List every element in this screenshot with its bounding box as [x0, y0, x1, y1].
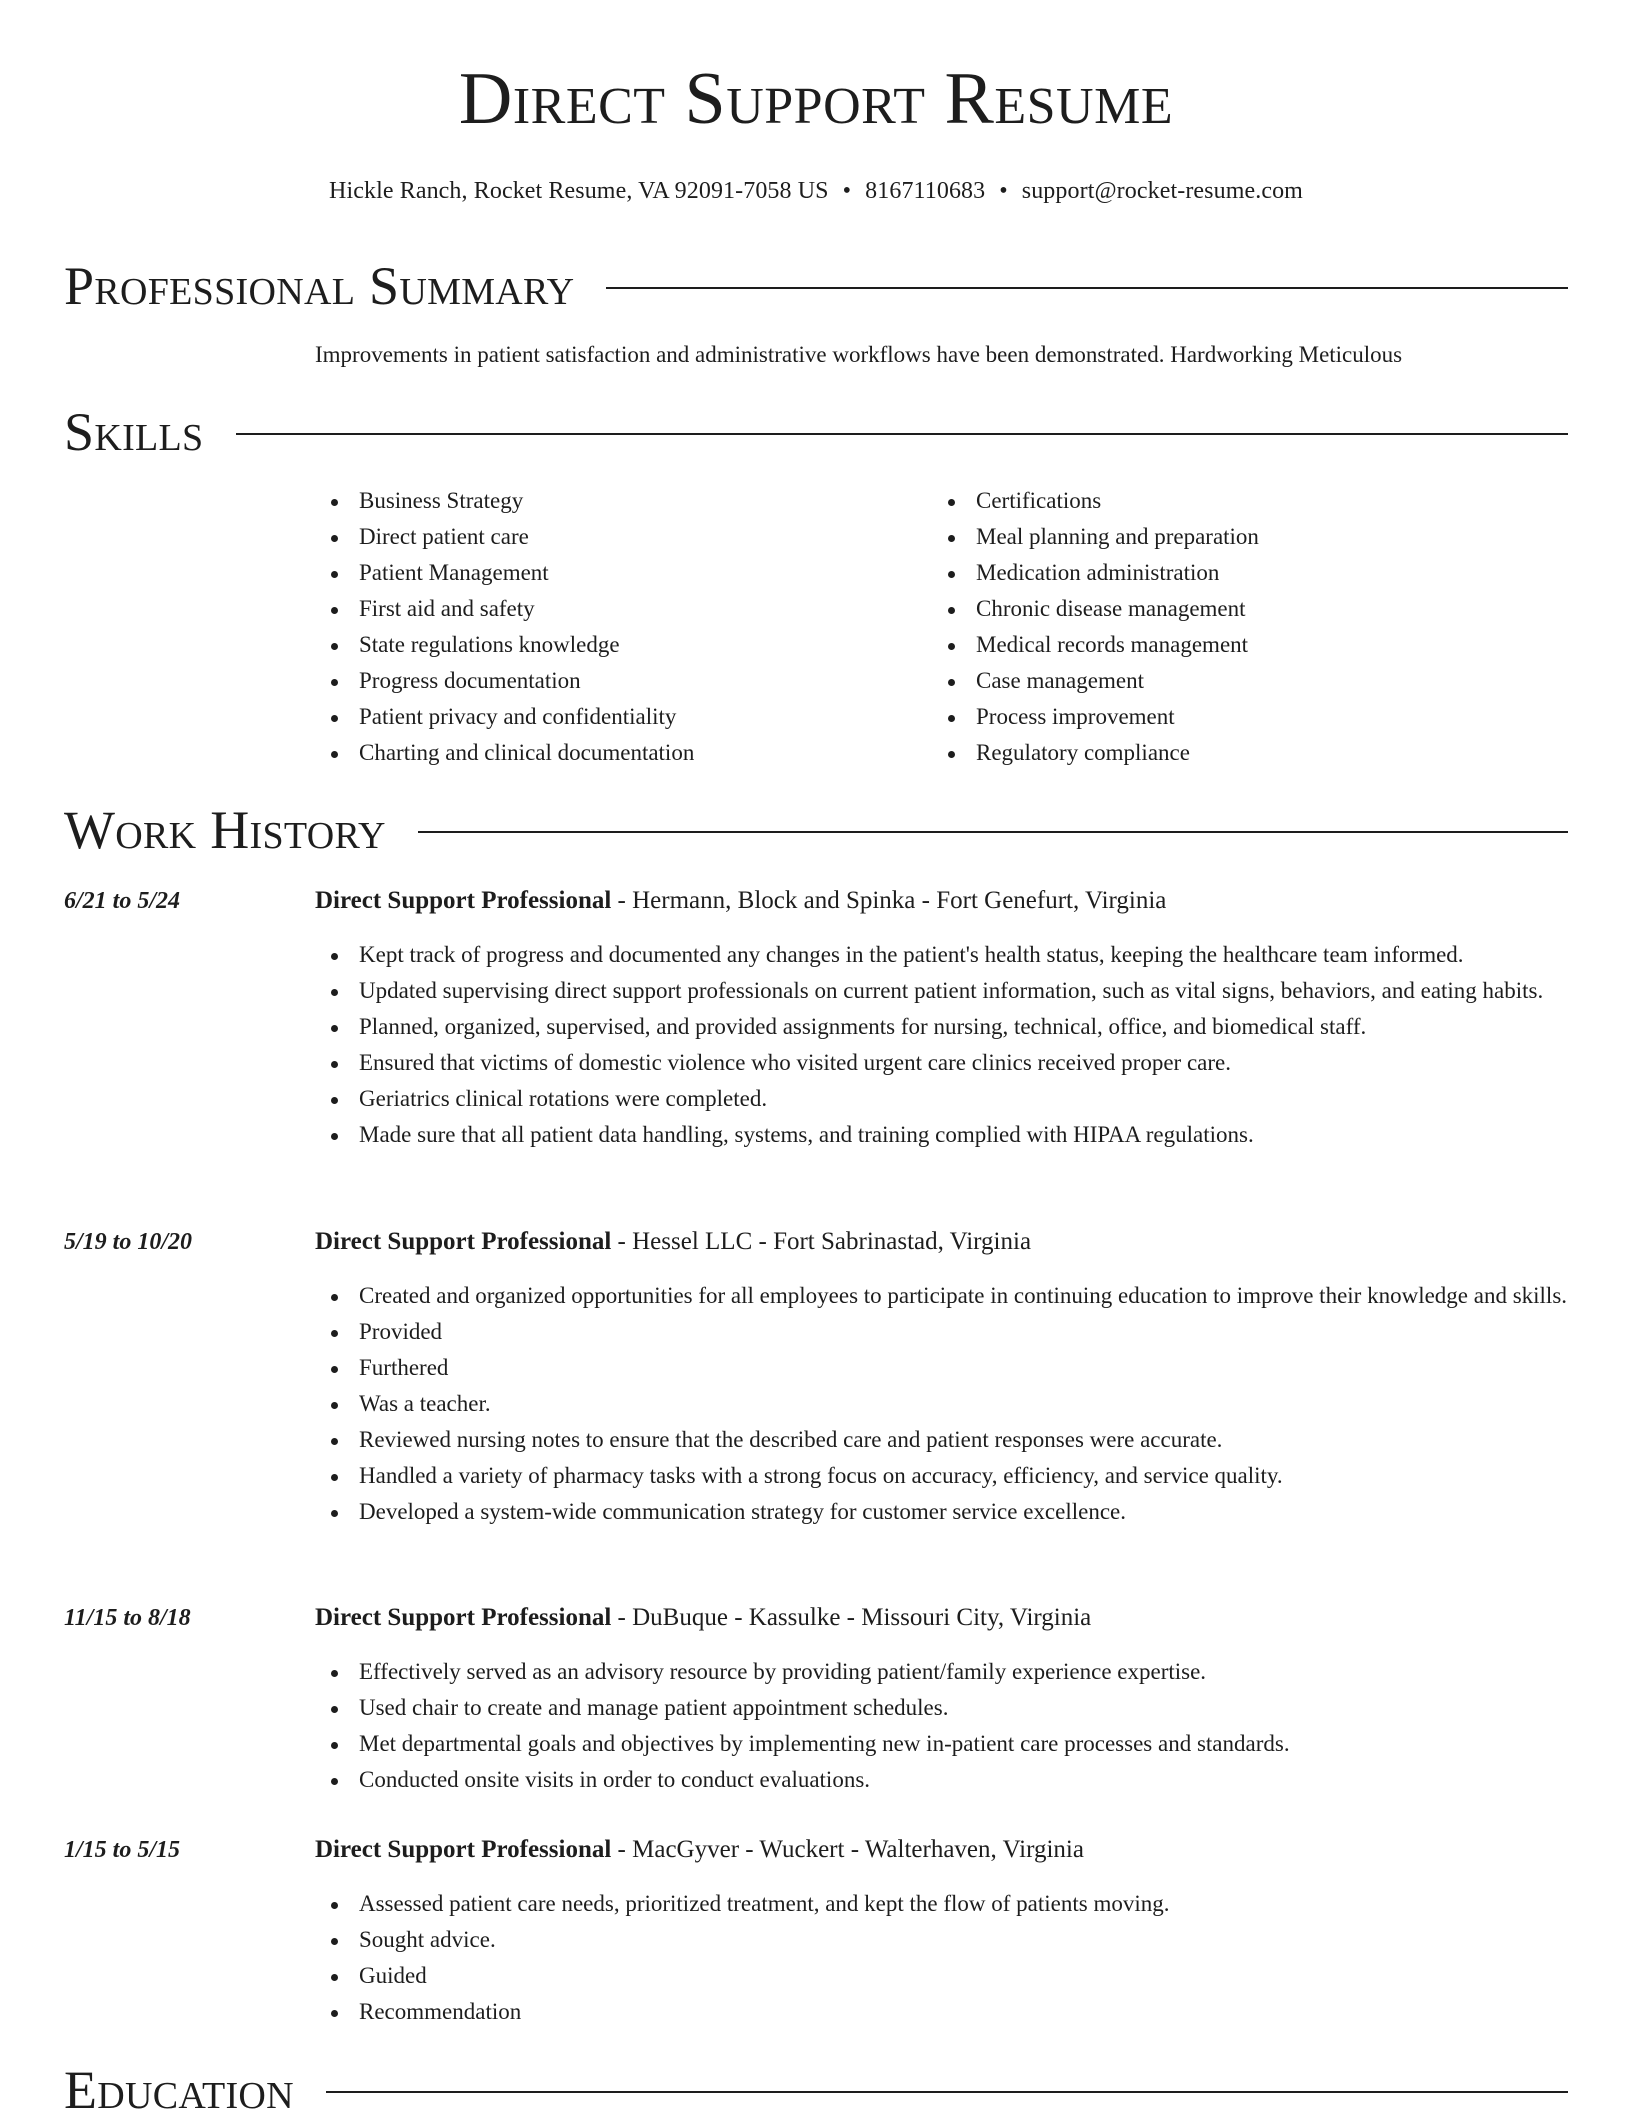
skill-item: Charting and clinical documentation	[315, 735, 875, 771]
job-bullet: Assessed patient care needs, prioritized treatment, and kept the flow of patients moving.	[315, 1886, 1568, 1922]
skill-item: Patient privacy and confidentiality	[315, 699, 875, 735]
job-dates: 1/15 to 5/15	[64, 1837, 181, 1863]
skill-item: Case management	[932, 663, 1552, 699]
job-bullet: Updated supervising direct support professionals on current patient information, such as vital signs, behaviors, and eating habits.	[315, 973, 1568, 1009]
skill-item: Meal planning and preparation	[932, 519, 1552, 555]
summary-text: Improvements in patient satisfaction and administrative workflows have been demonstrated. Hardworking Meticulous	[315, 342, 1403, 367]
job-bullet: Sought advice.	[315, 1922, 1568, 1958]
job-dates: 6/21 to 5/24	[64, 888, 181, 914]
section-divider	[236, 433, 1569, 435]
skills-list-left	[315, 483, 875, 771]
job-bullet: Furthered	[315, 1350, 1568, 1386]
section-divider	[606, 287, 1568, 289]
job-bullet: Planned, organized, supervised, and provided assignments for nursing, technical, office, and biomedical staff.	[315, 1009, 1568, 1045]
section-title-work-history: Work History	[64, 800, 386, 860]
job-bullets	[315, 937, 1568, 1153]
skill-item: Progress documentation	[315, 663, 875, 699]
skill-item: Direct patient care	[315, 519, 875, 555]
job-headline	[315, 1832, 1568, 1868]
section-title-education: Education	[64, 2060, 294, 2120]
contact-email[interactable]: support@rocket-resume.com	[1021, 178, 1303, 204]
skill-item: First aid and safety	[315, 591, 875, 627]
job-bullet: Made sure that all patient data handling, systems, and training complied with HIPAA regulations.	[315, 1117, 1568, 1153]
job-title: Direct Support Professional	[315, 887, 612, 914]
job-bullets	[315, 1654, 1568, 1798]
section-divider	[418, 831, 1568, 833]
job-details: - MacGyver - Wuckert - Walterhaven, Virginia	[611, 1836, 1084, 1863]
job-title: Direct Support Professional	[315, 1836, 612, 1863]
skill-item: Medication administration	[932, 555, 1552, 591]
job-details: - Hessel LLC - Fort Sabrinastad, Virginia	[611, 1228, 1032, 1255]
job-bullet: Created and organized opportunities for all employees to participate in continuing education to improve their knowledge and skills.	[315, 1278, 1568, 1314]
job-bullet: Developed a system-wide communication strategy for customer service excellence.	[315, 1494, 1568, 1530]
job-bullet: Kept track of progress and documented any changes in the patient's health status, keeping the healthcare team informed.	[315, 937, 1568, 973]
job-bullet: Met departmental goals and objectives by implementing new in-patient care processes and standards.	[315, 1726, 1568, 1762]
job-details: - Hermann, Block and Spinka - Fort Genefurt, Virginia	[611, 887, 1167, 914]
resume-title: Direct Support Resume	[458, 58, 1174, 140]
job-dates: 11/15 to 8/18	[64, 1605, 191, 1631]
job-bullet: Was a teacher.	[315, 1386, 1568, 1422]
contact-separator: •	[999, 178, 1008, 204]
job-bullet: Used chair to create and manage patient appointment schedules.	[315, 1690, 1568, 1726]
job-title: Direct Support Professional	[315, 1604, 612, 1631]
job-headline	[315, 883, 1568, 919]
skill-item: Regulatory compliance	[932, 735, 1552, 771]
job-bullet: Recommendation	[315, 1994, 1568, 2030]
job-bullet: Reviewed nursing notes to ensure that the described care and patient responses were accurate.	[315, 1422, 1568, 1458]
skill-item: Chronic disease management	[932, 591, 1552, 627]
job-bullet: Conducted onsite visits in order to conduct evaluations.	[315, 1762, 1568, 1798]
skill-item: Certifications	[932, 483, 1552, 519]
contact-line	[0, 176, 1632, 206]
skill-item: Medical records management	[932, 627, 1552, 663]
skill-item: Patient Management	[315, 555, 875, 591]
job-headline	[315, 1224, 1568, 1260]
skill-item: Process improvement	[932, 699, 1552, 735]
section-header-summary	[64, 256, 1568, 316]
section-header-work-history	[64, 800, 1568, 860]
job-bullet: Geriatrics clinical rotations were completed.	[315, 1081, 1568, 1117]
job-bullets	[315, 1278, 1568, 1530]
skill-item: State regulations knowledge	[315, 627, 875, 663]
skills-list-right	[932, 483, 1552, 771]
job-bullet: Handled a variety of pharmacy tasks with a strong focus on accuracy, efficiency, and service quality.	[315, 1458, 1568, 1494]
job-details: - DuBuque - Kassulke - Missouri City, Virginia	[611, 1604, 1092, 1631]
contact-phone: 8167110683	[865, 178, 986, 204]
contact-address: Hickle Ranch, Rocket Resume, VA 92091-7058 US	[329, 178, 829, 204]
contact-separator: •	[842, 178, 852, 204]
section-header-skills	[64, 402, 1568, 462]
job-bullet: Effectively served as an advisory resource by providing patient/family experience expertise.	[315, 1654, 1568, 1690]
skill-item: Business Strategy	[315, 483, 875, 519]
job-bullet: Ensured that victims of domestic violence who visited urgent care clinics received proper care.	[315, 1045, 1568, 1081]
job-bullet: Guided	[315, 1958, 1568, 1994]
section-title-summary: Professional Summary	[64, 256, 575, 316]
job-title: Direct Support Professional	[315, 1228, 612, 1255]
section-header-education	[64, 2060, 1568, 2120]
job-headline	[315, 1600, 1568, 1636]
section-divider	[326, 2091, 1568, 2093]
job-dates: 5/19 to 10/20	[64, 1229, 193, 1255]
job-bullets	[315, 1886, 1568, 2030]
section-title-skills: Skills	[64, 402, 204, 462]
job-bullet: Provided	[315, 1314, 1568, 1350]
